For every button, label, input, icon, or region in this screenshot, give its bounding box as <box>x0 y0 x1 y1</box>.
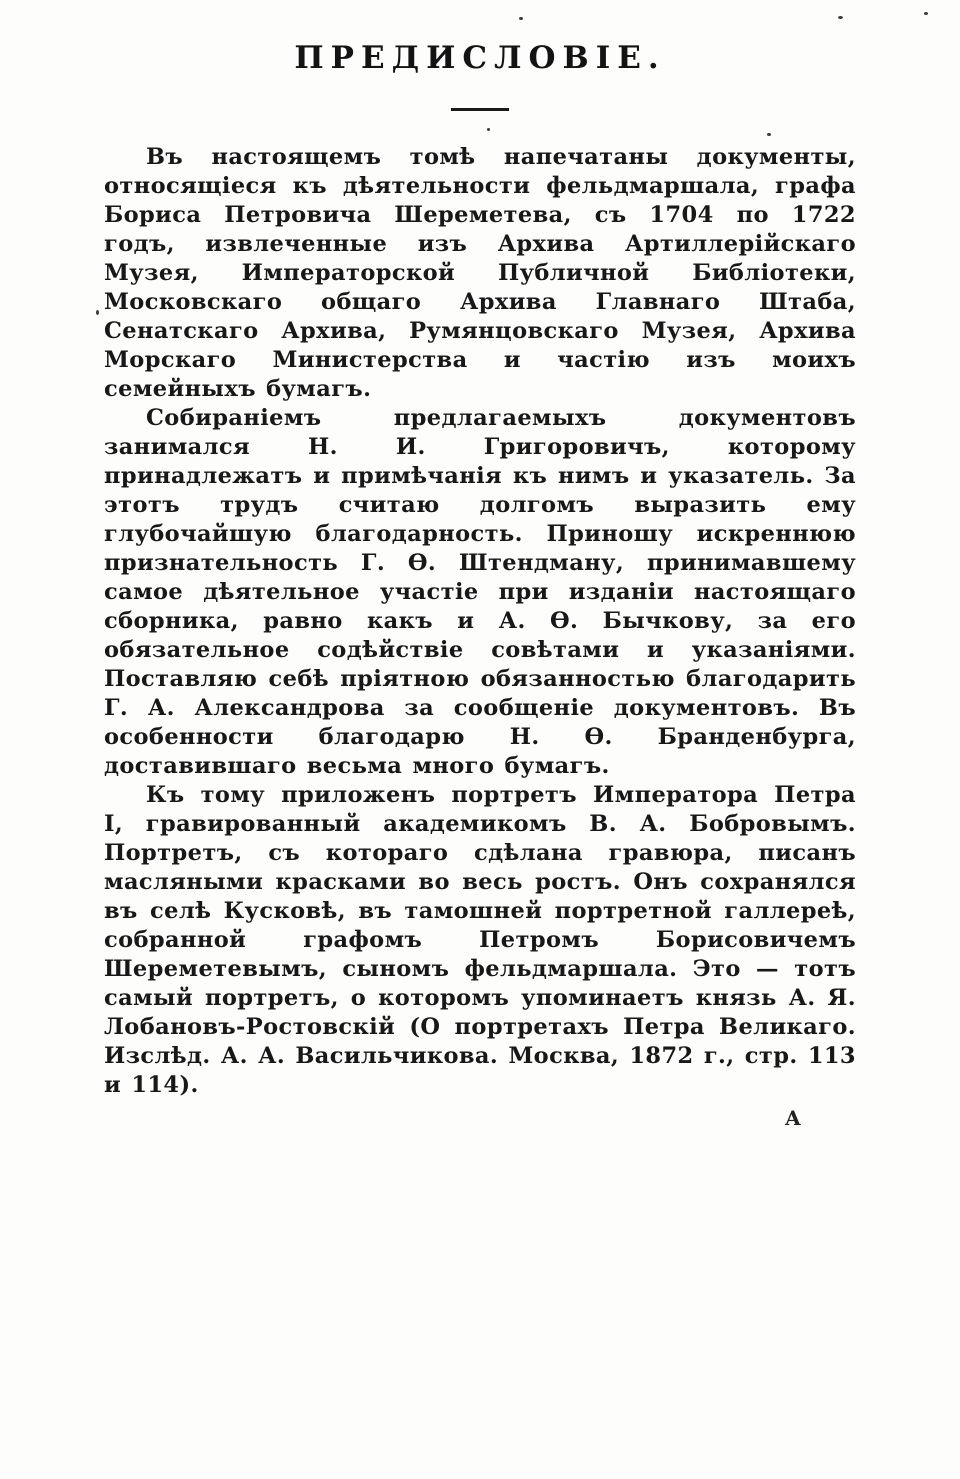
paragraph: Къ тому приложенъ портретъ Императора Петра I, гравированный академикомъ В. А. Бобровымъ. Портретъ, съ котораго сдѣлана гравюра, писанъ масляными красками во весь ростъ. Онъ сохранялся въ селѣ Кусковѣ, въ тамошней портретной галлереѣ, собранной графомъ Петромъ Борисовичемъ Шереметевымъ, сыномъ фельдмаршала. Это — тотъ самый портретъ, о которомъ упоминаетъ князь А. Я. Лобановъ-Ростовскій (О портретахъ Петра Великаго. Изслѣд. А. А. Васильчикова. Москва, 1872 г., стр. 113 и 114). <box>104 782 856 1098</box>
scan-speck <box>96 310 99 315</box>
scan-speck <box>487 128 490 131</box>
title-divider <box>451 108 509 111</box>
sheet-signature: А <box>784 1106 801 1130</box>
paragraph: Собираніемъ предлагаемыхъ документовъ занимался Н. И. Григоровичъ, которому принадлежатъ и примѣчанія къ нимъ и указатель. За этотъ трудъ считаю долгомъ выразить ему глубочайшую благодарность. Приношу искреннюю признательность Г. Ѳ. Штендману, принимавшему самое дѣятельное участіе при изданіи настоящаго сборника, равно какъ и А. Ѳ. Бычкову, за его обязательное содѣйствіе совѣтами и указаніями. Поставляю себѣ пріятною обязанностью благодарить Г. А. Александрова за сообщеніе документовъ. Въ особенности благодарю Н. Ѳ. Бранденбурга, доставившаго весьма много бумагъ. <box>104 405 856 779</box>
paragraph: Въ настоящемъ томѣ напечатаны документы, относящіеся къ дѣятельности фельдмаршала, графа Бориса Петровича Шереметева, съ 1704 по 1722 годъ, извлеченные изъ Архива Артиллерійскаго Музея, Императорской Публичной Библіотеки, Московскаго общаго Архива Главнаго Штаба, Сенатскаго Архива, Румянцовскаго Музея, Архива Морскаго Министерства и частію изъ моихъ семейныхъ бумагъ. <box>104 144 856 402</box>
scan-speck <box>924 12 928 15</box>
scan-speck <box>767 133 771 136</box>
scan-speck <box>838 16 843 19</box>
scan-speck <box>519 17 523 20</box>
preface-text <box>104 143 856 1100</box>
page-title: ПРЕДИСЛОВІЕ. <box>294 40 666 76</box>
